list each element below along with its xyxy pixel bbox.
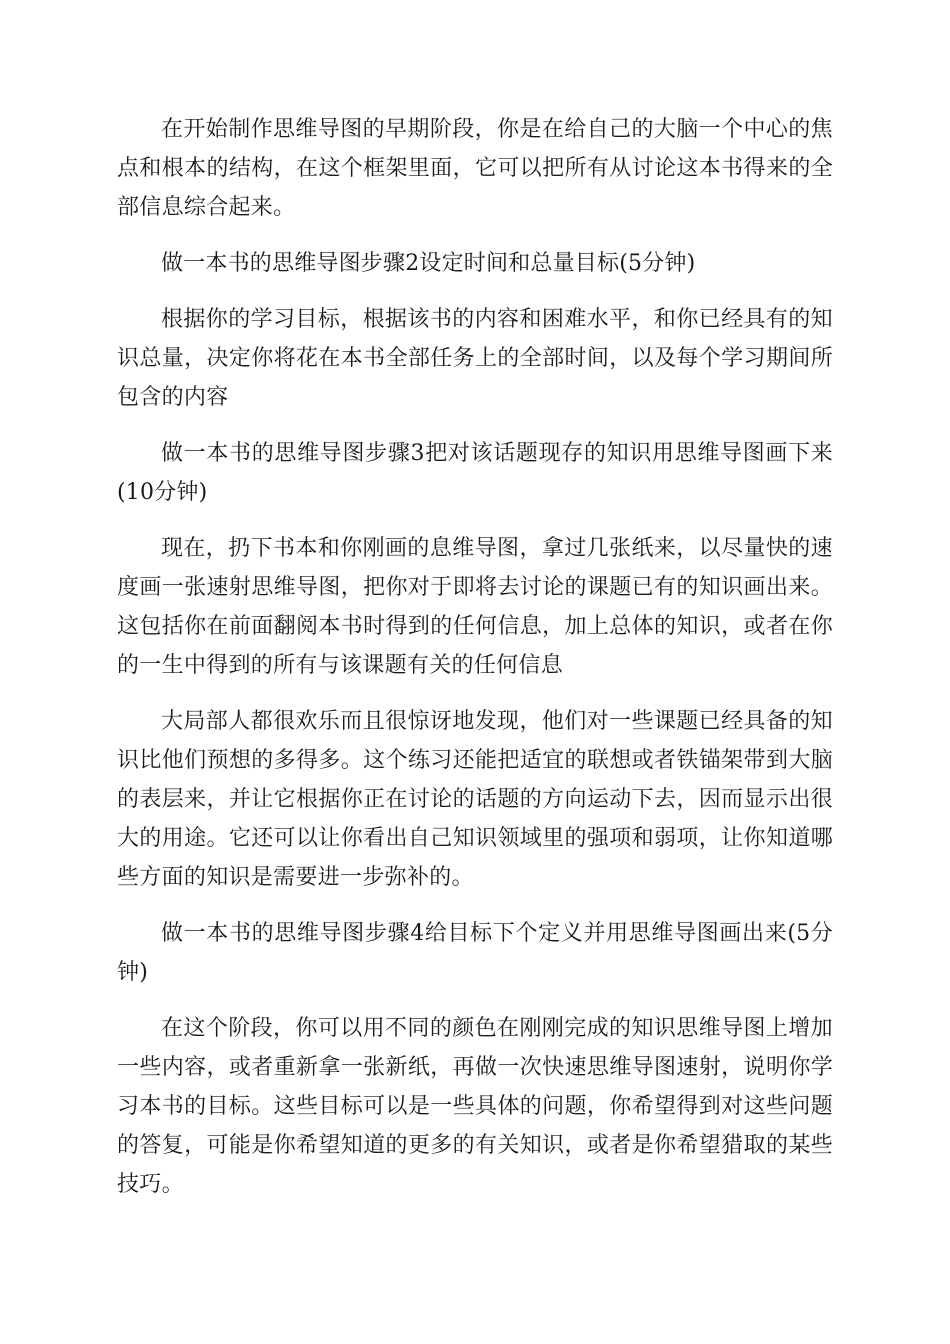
step-4-heading: 做一本书的思维导图步骤4给目标下个定义并用思维导图画出来(5分钟) [117,921,833,985]
step-3-paragraph: 现在，扔下书本和你刚画的息维导图，拿过几张纸来，以尽量快的速度画一张速射思维导图，把你对于即将去讨论的课题已有的知识画出来。这包括你在前面翻阅本书时得到的任何信息，加上总体的知识，或者在你的一生中得到的所有与该课题有关的任何信息 [117,536,833,678]
paragraph-intro: 在开始制作思维导图的早期阶段，你是在给自己的大脑一个中心的焦点和根本的结构，在这个框架里面，它可以把所有从讨论这本书得来的全部信息综合起来。 [117,117,833,220]
document-body [117,110,833,1221]
step-3-paragraph-continued: 大局部人都很欢乐而且很惊讶地发现，他们对一些课题已经具备的知识比他们预想的多得多。这个练习还能把适宜的联想或者铁锚架带到大脑的表层来，并让它根据你正在讨论的话题的方向运动下去，因而显示出很大的用途。它还可以让你看出自己知识领域里的强项和弱项，让你知道哪些方面的知识是需要进一步弥补的。 [117,709,833,890]
step-2-heading: 做一本书的思维导图步骤2设定时间和总量目标(5分钟) [161,251,696,276]
step-4-paragraph: 在这个阶段，你可以用不同的颜色在刚刚完成的知识思维导图上增加一些内容，或者重新拿一张新纸，再做一次快速思维导图速射，说明你学习本书的目标。这些目标可以是一些具体的问题，你希望得到对这些问题的答复，可能是你希望知道的更多的有关知识，或者是你希望猎取的某些技巧。 [117,1016,833,1197]
step-2-paragraph: 根据你的学习目标，根据该书的内容和困难水平，和你已经具有的知识总量，决定你将花在本书全部任务上的全部时间，以及每个学习期间所包含的内容 [117,307,833,410]
step-3-heading: 做一本书的思维导图步骤3把对该话题现存的知识用思维导图画下来(10分钟) [117,441,833,505]
